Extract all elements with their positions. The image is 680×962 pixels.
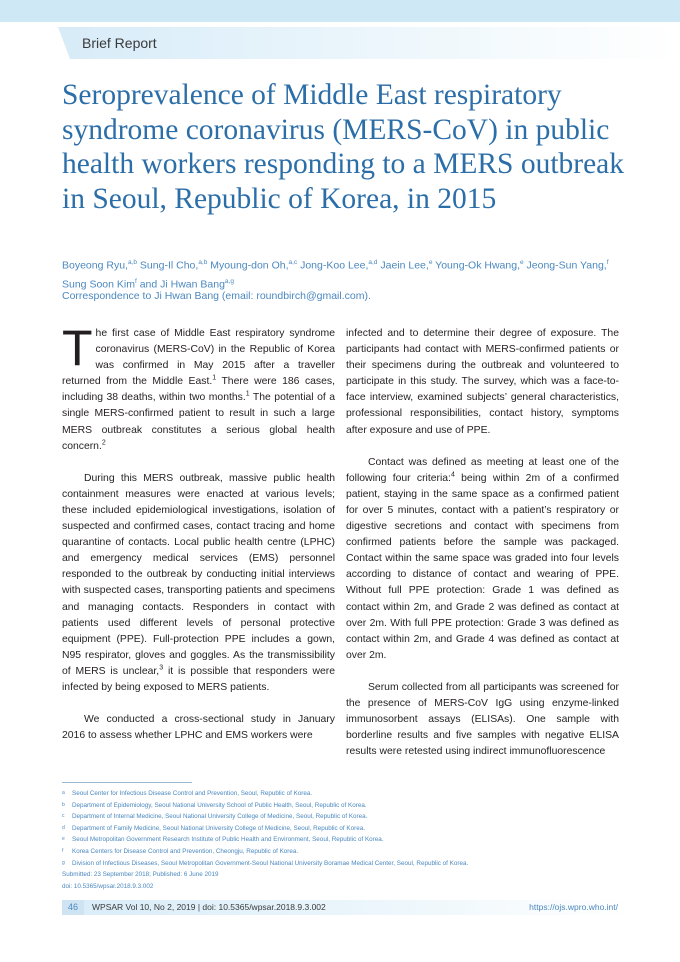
- ref-marker: 2: [101, 439, 106, 447]
- author-name: Myoung-don Oh,: [207, 259, 289, 272]
- footnote-text: Division of Infectious Diseases, Seoul Metropolitan Government-Seoul National University Boramae Medical Center, Seoul, Republic of Korea.: [72, 859, 469, 867]
- doi: doi: 10.5365/wpsar.2018.9.3.002: [62, 882, 154, 890]
- footnote-text: Department of Family Medicine, Seoul National University College of Medicine, Seoul, Republic of Korea.: [72, 824, 365, 832]
- footnote-text: Department of Epidemiology, Seoul National University School of Public Health, Seoul, Republic of Korea.: [72, 801, 367, 809]
- ref-marker: 4: [450, 471, 455, 479]
- footnote-text: Korea Centers for Disease Control and Prevention, Cheongju, Republic of Korea.: [72, 847, 299, 855]
- right-column: [346, 326, 619, 760]
- paragraph: infected and to determine their degree of exposure. The participants had contact with MERS-confirmed patients or their specimens during the outbreak and volunteered to participate in this study. The survey, which was a face-to-face interview, examined subjects’ general characteristics, professional responsibilities, contact history, symptoms after exposure and use of PPE.: [346, 328, 619, 436]
- paragraph: Serum collected from all participants was screened for the presence of MERS-CoV IgG using enzyme-linked immunosorbent assays (ELISAs). One sample with borderline results and five samples with negative ELISA results were retested using indirect immunofluorescence: [346, 681, 619, 758]
- ref-marker: 3: [159, 664, 164, 672]
- footnote-divider: [62, 782, 192, 783]
- footnote-marker: b: [62, 801, 65, 808]
- affiliation-footnote: [62, 858, 632, 870]
- affiliation-footnote: [62, 846, 632, 858]
- author-name: Sung-Il Cho,: [137, 259, 199, 272]
- author-name: Boyeong Ryu,: [62, 259, 128, 272]
- affiliation-footnote: [62, 823, 632, 835]
- website-link[interactable]: https://ojs.wpro.who.int/: [529, 902, 618, 912]
- page-number: 46: [62, 900, 84, 915]
- author-name: Jeong-Sun Yang,: [523, 259, 607, 272]
- section-tab: [70, 27, 680, 59]
- author-affiliation-marker: a,b: [127, 259, 138, 266]
- affiliation-footnote: [62, 788, 632, 800]
- footnote-marker: d: [62, 824, 65, 831]
- footnote-text: Seoul Metropolitan Government Research Institute of Public Health and Environment, Seoul, Republic of Korea.: [72, 836, 384, 844]
- author-name: and Ji Hwan Bang: [136, 278, 225, 290]
- paragraph: The first case of Middle East respiratory syndrome coronavirus (MERS-CoV) in the Republic of Korea was confirmed in May 2015 after a traveller returned from the Middle East.$^1$ There were 186 cases, including 38 deaths, within two months.$^1$ The potential of a single MERS-confirmed patient to result in such a large MERS outbreak constitutes a serious global health concern.$^2$: [62, 320, 335, 452]
- ref-marker: 1: [245, 390, 250, 398]
- affiliation-footnote: [62, 811, 632, 823]
- footnotes: [62, 788, 632, 892]
- author-name: Jong-Koo Lee,: [297, 259, 369, 272]
- author-name: Sung Soon Kim: [62, 278, 135, 290]
- author-affiliation-marker: f: [134, 277, 137, 285]
- author-name: Young-Ok Hwang,: [432, 259, 520, 272]
- author-affiliation-marker: a,d: [368, 259, 378, 266]
- footnote-text: Department of Internal Medicine, Seoul National University College of Medicine, Seoul, Republic of Korea.: [72, 813, 368, 821]
- footnote-marker: f: [62, 847, 64, 854]
- journal-info: WPSAR Vol 10, No 2, 2019 | doi: 10.5365/wpsar.2018.9.3.002: [92, 902, 326, 912]
- ref-marker: 1: [212, 374, 217, 382]
- affiliation-footnote: [62, 800, 632, 812]
- author-name: Jaein Lee,: [377, 259, 429, 272]
- paragraph: During this MERS outbreak, massive public health containment measures were enacted at various levels; these included epidemiological investigations, isolation of suspected and confirmed cases, contact tracing and home quarantine of contacts. Local public health centre (LPHC) and emergency medical services (EMS) personnel responded to the outbreak by conducting initial interviews with suspected cases, transporting patients and specimens and managing contacts. Responders in contact with patients used different levels of personal protective equipment (PPE). Full-protection PPE includes a gown, N95 respirator, gloves and goggles. As the transmissibility of MERS is unclear,$^3$ it is possible that responders were infected by being exposed to MERS patients.: [62, 472, 335, 693]
- footnote-text: Seoul Center for Infectious Disease Control and Prevention, Seoul, Republic of Korea.: [72, 790, 313, 797]
- left-column: [62, 320, 335, 744]
- correspondence: Correspondence to Ji Hwan Bang (email: roundbirch@gmail.com).: [62, 290, 371, 302]
- drop-cap: T: [62, 320, 93, 376]
- author-affiliation-marker: a,b: [198, 259, 208, 266]
- author-affiliation-marker: a,c: [288, 259, 298, 266]
- submission-dates: Submitted: 23 September 2018; Published: 6 June 2019: [62, 871, 219, 879]
- top-color-band: [0, 0, 680, 22]
- affiliation-footnote: [62, 834, 632, 846]
- footnote-marker: a: [62, 790, 65, 796]
- author-affiliation-marker: e: [428, 259, 433, 266]
- author-affiliation-marker: a,g: [224, 277, 234, 285]
- paragraph: We conducted a cross-sectional study in January 2016 to assess whether LPHC and EMS workers were: [62, 714, 335, 742]
- author-list: [62, 255, 622, 292]
- footnote-marker: g: [62, 859, 65, 866]
- footnote-marker: c: [62, 813, 65, 820]
- footnote-marker: e: [62, 836, 65, 843]
- paragraph: Contact was defined as meeting at least one of the following four criteria:$^4$ being within 2m of a confirmed patient, staying in the same space as a confirmed patient for over 5 minutes, contact with a patient’s respiratory or digestive secretions and contact with specimens from confirmed patients before the sample was packaged. Contact within the same space was graded into four levels according to distance of contact and wearing of PPE. Without full PPE protection: Grade 1 was defined as contact within 2m, and Grade 2 was defined as contact at over 2m. With full PPE protection: Grade 3 was defined as contact within 2m, and Grade 4 was defined as contact at over 2m.: [346, 456, 619, 661]
- author-affiliation-marker: f: [606, 259, 609, 266]
- author-affiliation-marker: e: [520, 259, 524, 266]
- article-title: Seroprevalence of Middle East respiratory syndrome coronavirus (MERS-CoV) in public health workers responding to a MERS outbreak in Seoul, Republic of Korea, in 2015: [62, 79, 625, 215]
- section-label: Brief Report: [82, 35, 157, 51]
- affiliation-list: [62, 788, 632, 869]
